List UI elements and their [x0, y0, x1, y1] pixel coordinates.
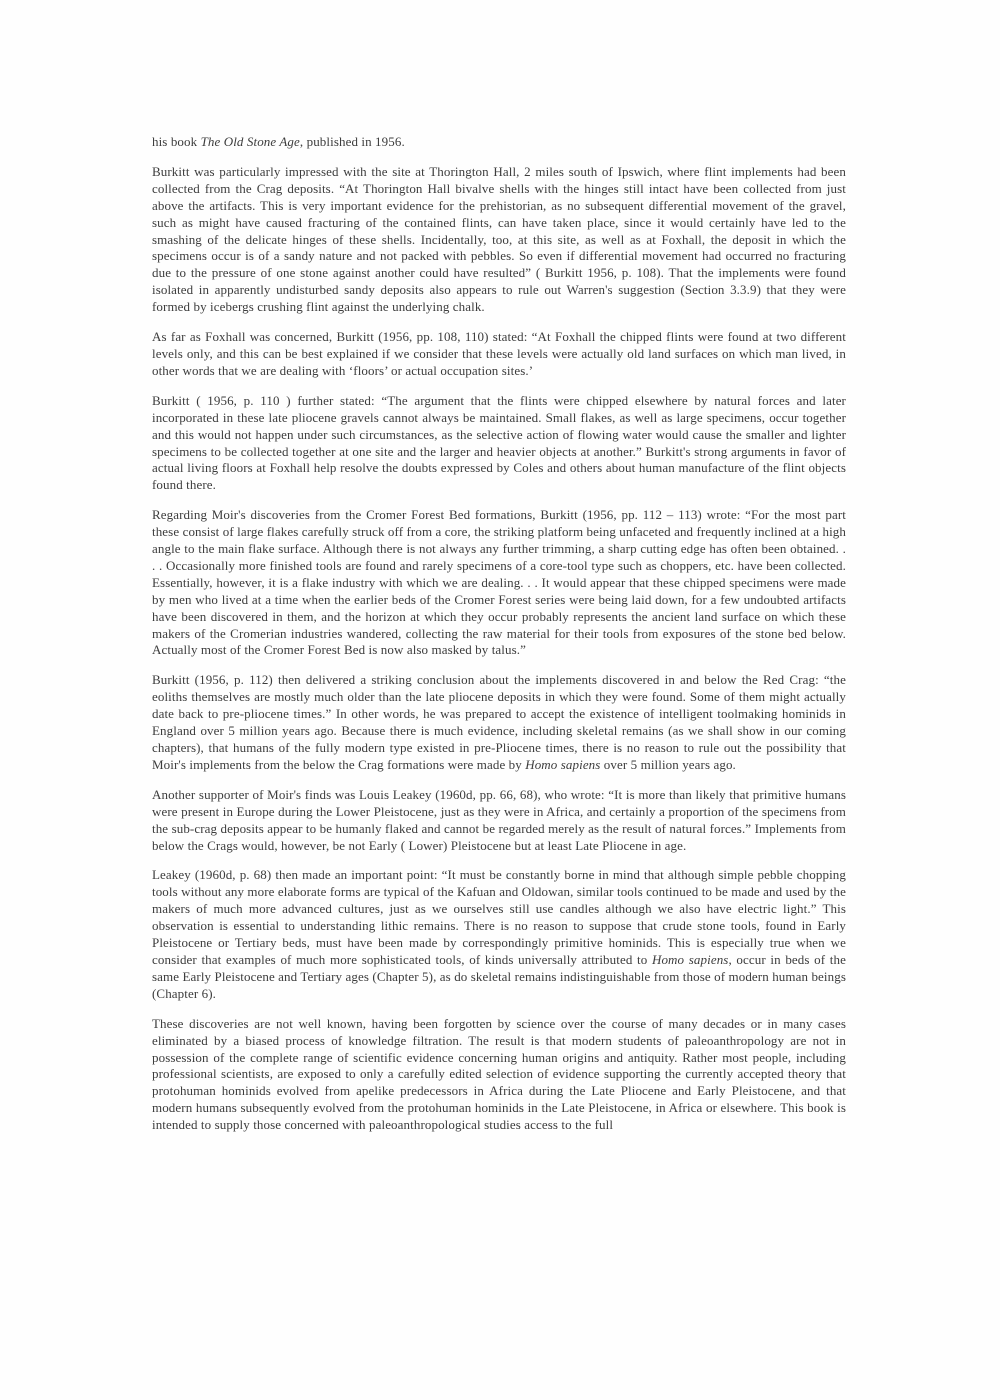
paragraph [152, 787, 846, 855]
paragraph [152, 134, 846, 151]
italic-text-run: Homo sapiens [651, 951, 729, 967]
paragraph [152, 672, 846, 773]
italic-text-run: The Old Stone Age [200, 134, 300, 149]
paragraph [152, 329, 846, 380]
text-run: Burkitt (1956, p. 112) then delivered a striking conclusion about the implements discovered in and below the Red Crag: “the eoliths themselves are mostly much older than the late pliocene deposits in which they were found. Some of them might actually date back to pre-pliocene times.” In other words, he was prepared to accept the existence of intelligent toolmaking hominids in England over 5 million years ago. Because there is much evidence, including skeletal remains (as we shall show in our coming chapters), that humans of the fully modern type existed in pre-Pliocene times, there is no reason to rule out the possibility that Moir's implements from the below the Crag formations were made by [152, 672, 846, 772]
text-run: over 5 million years ago. [600, 756, 736, 772]
paragraph [152, 164, 846, 316]
page-text [152, 134, 846, 1134]
text-run: As far as Foxhall was concerned, Burkitt (1956, pp. 108, 110) stated: “At Foxhall the chipped flints were found at two different levels only, and this can be best explained if we consider that these levels were actually old land surfaces on which man lived, in other words that we are dealing with ‘floors’ or actual occupation sites.’ [152, 329, 846, 378]
text-run: his book [152, 134, 201, 149]
text-run: Leakey (1960d, p. 68) then made an important point: “It must be constantly borne in mind that although simple pebble chopping tools without any more elaborate forms are typical of the Kafuan and Oldowan, similar tools continued to be made and used by the makers of much more advanced cultures, just as we ourselves still use candles although we also have electric light.” This observation is essential to understanding lithic remains. There is no reason to suppose that crude stone tools, found in Early Pleistocene or Tertiary beds, must have been made by correspondingly primitive hominids. This is especially true when we consider that examples of much more sophisticated tools, of kinds universally attributed to [152, 867, 846, 967]
text-run: Burkitt was particularly impressed with the site at Thorington Hall, 2 miles south of Ipswich, where flint implements had been collected from the Crag deposits. “At Thorington Hall bivalve shells with the hinges still intact have been collected from just above the artifacts. This is very important evidence for the prehistorian, as no subsequent differential movement of the gravel, such as might have caused fracturing of the contained flints, can have taken place, since it would certainly have led to the smashing of the delicate hinges of these shells. Incidentally, too, at this site, as well as at Foxhall, the deposit in which the specimens occur is of a sandy nature and not packed with pebbles. So even if differential movement had occurred no fracturing due to the pressure of one stone against another could have resulted” ( Burkitt 1956, p. 108). That the implements were found isolated in apparently undisturbed sandy deposits also appears to rule out Warren's suggestion (Section 3.3.9) that they were formed by icebergs crushing flint against the underlying chalk. [152, 163, 846, 315]
paragraph [152, 1016, 846, 1134]
text-run: , occur in beds of the same Early Pleistocene and Tertiary ages (Chapter 5), as do skeletal remains indistinguishable from those of modern human beings (Chapter 6). [152, 951, 846, 1001]
text-run: Regarding Moir's discoveries from the Cromer Forest Bed formations, Burkitt (1956, pp. 112 – 113) wrote: “For the most part these consist of large flakes carefully struck off from a core, the striking platform being unfaceted and frequently inclined at a high angle to the main flake surface. Although there is not always any further trimming, a sharp cutting edge has often been obtained. . . . Occasionally more finished tools are found and rarely specimens of a core-tool type such as choppers, etc. have been collected. Essentially, however, it is a flake industry with which we are dealing. . . It would appear that these chipped specimens were made by men who lived at a time when the earlier beds of the Cromer Forest series were being laid down, for a few undoubted artifacts have been discovered in them, and the horizon at which they occur probably represents the ancient land surface on which these makers of the Cromerian industries wandered, collecting the raw material for their tools from exposures of the stone bed below. Actually most of the Cromer Forest Bed is now also masked by talus.” [152, 507, 846, 658]
paragraph [152, 867, 846, 1002]
text-run: Another supporter of Moir's finds was Louis Leakey (1960d, pp. 66, 68), who wrote: “It is more than likely that primitive humans were present in Europe during the Lower Pleistocene, just as they were in Africa, and certainly a proportion of the specimens from the sub-crag deposits appear to be humanly flaked and cannot be regarded merely as the result of natural forces.” Implements from below the Crags would, however, be not Early ( Lower) Pleistocene but at least Late Pliocene in age. [152, 786, 846, 853]
paragraph [152, 507, 846, 659]
text-run: These discoveries are not well known, having been forgotten by science over the course of many decades or in many cases eliminated by a biased process of knowledge filtration. The result is that modern students of paleoanthropology are not in possession of the complete range of scientific evidence concerning human origins and antiquity. Rather most people, including professional scientists, are exposed to only a carefully edited selection of evidence supporting the currently accepted theory that protohuman hominids evolved from apelike predecessors in Africa during the Late Pliocene and Early Pleistocene, and that modern humans subsequently evolved from the protohuman hominids in the Late Pleistocene, in Africa or elsewhere. This book is intended to supply those concerned with paleoanthropological studies access to the full [152, 1015, 846, 1133]
text-run: Burkitt ( 1956, p. 110 ) further stated: “The argument that the flints were chipped elsewhere by natural forces and later incorporated in these late pliocene gravels cannot always be maintained. Small flakes, as well as large specimens, occur together and this would not happen under such circumstances, as the selective action of flowing water would cause the smaller and lighter specimens to be collected together at one site and the larger and heavier objects at another.” Burkitt's strong arguments in favor of actual living floors at Foxhall help resolve the doubts expressed by Coles and others about human manufacture of the flint objects found there. [152, 392, 846, 493]
italic-text-run: Homo sapiens [525, 756, 601, 772]
paragraph [152, 393, 846, 494]
text-run: , published in 1956. [299, 134, 405, 149]
